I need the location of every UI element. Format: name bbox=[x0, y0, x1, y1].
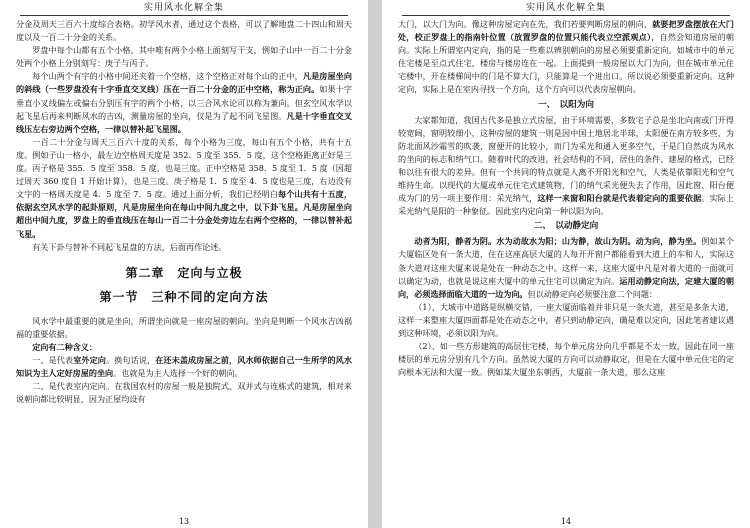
paragraph bbox=[16, 70, 352, 135]
left-page-body bbox=[16, 18, 352, 406]
paragraph: 有关下卦与替补不同起飞星盘的方法，后面再作论述。 bbox=[32, 241, 227, 252]
paragraph: 风水学中最重要的就是坐向，所谓坐向就是一座房屋的朝向。坐向是判断一个风水吉凶祸福的重要依据。 bbox=[16, 315, 352, 339]
sub-heading: 二、 以动静定向 bbox=[533, 221, 599, 232]
running-head: 实用风水化解全集 bbox=[402, 0, 730, 16]
text-span: 。实际上采光纳气是阳的一种象征。因此室内定向第一种以阳为向。 bbox=[398, 193, 734, 217]
paragraph bbox=[398, 18, 734, 97]
text-span: 通过上面分析，我们已经明白 bbox=[171, 189, 279, 200]
chapter-title: 第二章 定向与立极 bbox=[125, 265, 243, 280]
bold-text: 凡是房屋坐向超出中间九度，罗盘上的垂直线压在每山一百二十分金处旁边左右两个空格的，一律以替补起飞星。 bbox=[16, 202, 352, 239]
bold-text: 凡是房屋坐向的斜线（一些罗盘没有十字垂直交叉线）压在一百二十分金的正中空格，称为正向。 bbox=[16, 71, 352, 95]
page-number: 14 bbox=[560, 517, 572, 526]
text-span: 大家都知道，我国古代多是独立式房屋，由于环境需要，多数宅子总是坐北向南或门开得较宽阔，窗明较细小，这种房屋的建筑一则是因中国土地居北半球，太阳便在南方较多些，为防北面风沙霜雪的吹袭，窗便开的比较小，而门为采光和通入更多空气，于是门自然成为风水的坐向的标志和纳气口。随着时代的改进，社会结构的不同，居住的条件、建屋的格式，已经和以往有很大的差异。但有一个共同的特点就是人离不开阳光和空气，人类是依靠阳光和空气维持生命。以现代的大厦或单元住宅式建筑物，门的纳气采光便失去了作用，因此窗、阳台便成为门的另一项主要作用：采光纳气， bbox=[398, 114, 734, 204]
bold-text: 这样一来窗和阳台就是代表着定向的重要依据 bbox=[537, 193, 702, 204]
paragraph: 罗盘中每个山都有五个小格，其中唯有两个小格上面刻写干支，例如子山中一百二十分金处两个小格上分别刻写：庚子与丙子。 bbox=[16, 45, 352, 69]
paragraph: （1）、大城市中道路是纵横交错，一座大厦面临着并非只是一条大道，甚至是多条大道，这样一来整座大厦四面都是处在动态之中，者只到动静定向，确是难以定向，因此笔者建议遇到这种环境，必须以阳为向。 bbox=[398, 301, 734, 338]
sub-heading: 一、 以阳为向 bbox=[538, 99, 594, 110]
text-span: 一、是代表 bbox=[32, 354, 74, 365]
right-page-body bbox=[398, 18, 734, 379]
text-span: 。也就是为主人选择一个好的朝向。 bbox=[113, 368, 243, 379]
bold-text: 就要把罗盘摆放在大门处，校正罗盘上的指南针位置（放置罗盘的位置只能代表立空派观点） bbox=[398, 19, 734, 43]
paragraph: 分金及周天三百六十度综合表格。初学风水者，通过这个表格，可以了解地盘二十四山和周天度以及一百二十分金的关系。 bbox=[16, 19, 352, 43]
bold-text: 室外定向 bbox=[73, 354, 107, 365]
running-head: 实用风水化解全集 bbox=[20, 0, 348, 16]
text-span: 每个山两个有字的小格中间还夹着一个空格，这个空格正对每个山的正中， bbox=[32, 71, 303, 82]
bold-text: 每个山共有十五度，依据玄空风水学的起卦原则，凡是房屋坐向在每山中间九度之中，以下卦飞星。 bbox=[16, 189, 352, 213]
text-span: 但以动静定向必须要注意二个问题： bbox=[527, 288, 658, 299]
section-title: 第一节 三种不同的定向方法 bbox=[99, 289, 269, 304]
text-span: 如果十字垂直小叉线偏左或偏右分别压有字的两个小格，以三合风水论可以称为兼向。但玄空风水学以起飞星后再来判断风水的吉凶，测量房屋的坐向，仅是为了起不同飞星图。 bbox=[16, 84, 352, 121]
text-span: 例如某个大厦临区处有一条大道，住在这座高层大厦的人每开开窗户都能看到大道上的车和人，实际这条大道对这座大厦来说是处在一种动态之中。这样一来，这座大厦中凡是对着大道的一面就可以确定为动，也就是说这座大厦中的单元住宅可以确定为向。 bbox=[398, 236, 734, 286]
text-span: 。换句话说， bbox=[106, 354, 156, 365]
text-span: ，自然会知道房屋的朝向。实际上所谓室内定向，指的是一些难以辨别朝向的房屋必须要重新定向。如城市中的单元住宅楼是至点式住宅，楼房与楼房连在一起。上面提到一般房屋以大门为向，但在城市单元住宅楼中，开在楼梯间中的门是不算大门，只能算是一个进出口。所以说必须要重新定向。这种定向，实际上是在室内寻找一个方向，这个方向可以代表房屋朝向。 bbox=[398, 32, 734, 95]
left-page bbox=[0, 0, 368, 528]
paragraph: （2）、如一些方形建筑的高层住宅楼，每个单元房分向几乎都是不太一致，因此在同一座楼层的单元房分别有几个方向。虽然说大厦的方向可以动静取定，但是在大厦中单元住宅的定向根本无法和大厦一致。例如某大厦坐东朝西，大厦前一条大道，那么这座 bbox=[398, 341, 734, 378]
right-page bbox=[382, 0, 750, 528]
bold-text: 凡是十字垂直交叉线压左右旁边两个空格，一律以替补起飞星图。 bbox=[16, 110, 352, 134]
paragraph bbox=[398, 235, 734, 300]
paragraph-heading: 定向有二种含义： bbox=[32, 341, 97, 352]
paragraph bbox=[398, 114, 734, 219]
bold-text: 运用动静定向法，定建大厦的朝向，必须选择面临大道的一边为向。 bbox=[398, 275, 734, 299]
page-number: 13 bbox=[178, 517, 190, 526]
text-span: 一百二十分金与周天三百六十度的关系，每个小格为三度，每山有五个小格，共有十五度。例如子山一格小，最左边空格周天度是 352．5 度至 355．5 度，这个空格距离正好是三度。丙子格是 355．5 度至 358．5 度，也是三度。正中空格是 358．5 度至 1．5 度（因超过周天 360 度自 1 开始计算），也是三度。庚子格是 1．5 度至 4．5 度也是三度，右边没有文字的一格周天度是 4．5 度至 7．5 度。 bbox=[16, 136, 352, 200]
bold-text: 动者为阳，静者为阴。水为动故水为阳；山为静，故山为阴。动为向，静为坐。 bbox=[414, 236, 702, 247]
paragraph bbox=[16, 136, 352, 241]
paragraph: 二、是代表室内定向。在我国农村的房屋一般是独院式、双并式与连栋式的建筑，相对来说朝向都比较明显，因为正屋均设有 bbox=[16, 381, 352, 405]
paragraph bbox=[16, 354, 352, 380]
bold-text: 在还未盖成房屋之前，风水师依据自己一生所学的风水知识为主人定好房屋的坐向 bbox=[16, 354, 352, 379]
text-span: 大门，以大门为向。像这种房屋定向在先，我们若要判断房屋的朝向， bbox=[398, 19, 653, 29]
